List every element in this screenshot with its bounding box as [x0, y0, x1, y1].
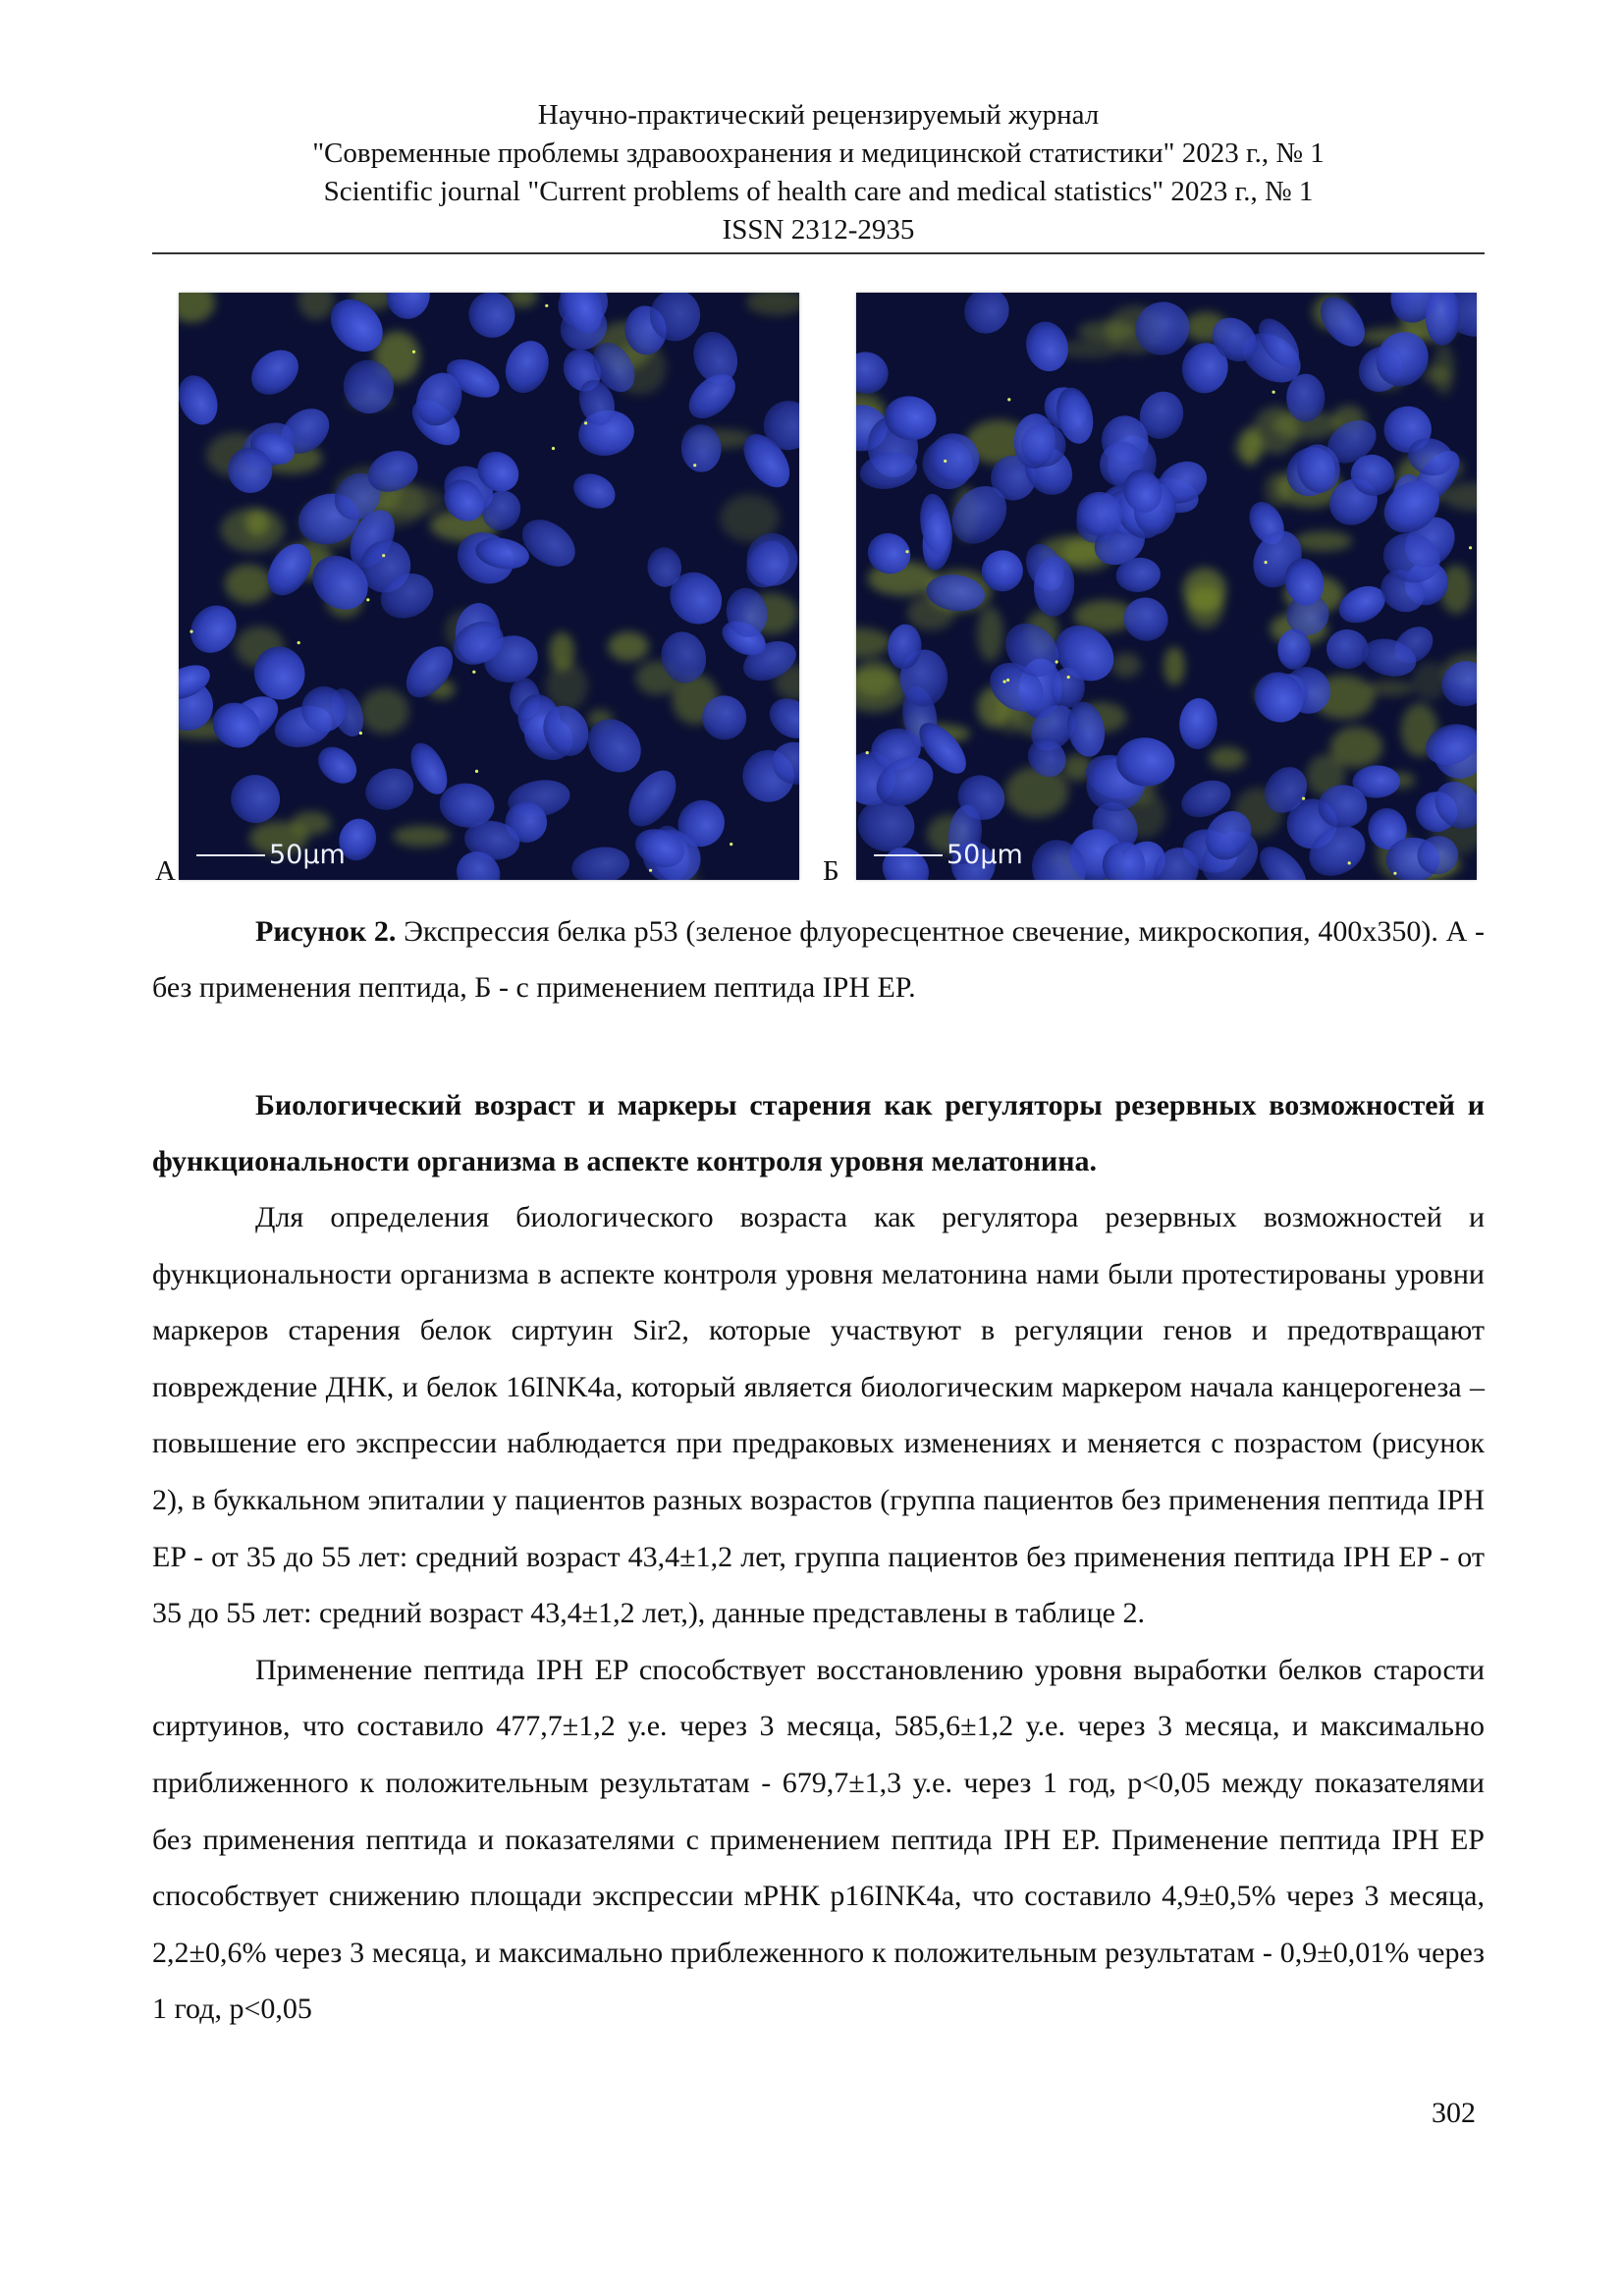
- figure-caption: [152, 903, 1485, 1015]
- scale-bar: [874, 854, 943, 856]
- paragraph-2: Применение пептида IPH EP способствует восстановлению уровня выработки белков старости сиртуинов, что составило 477,7±1,2 у.е. через 3 месяца, 585,6±1,2 у.е. через 3 месяца, и максимально приближенного к положительным результатам - 679,7±1,3 у.е. через 1 год, p<0,05 между показателями без применения пептида и показателями с применением пептида IPH EP. Применение пептида IPH EP способствует снижению площади экспрессии мРНК p16INK4a, что составило 4,9±0,5% через 3 месяца, 2,2±0,6% через 3 месяца, и максимально приблеженного к положительным результатам - 0,9±0,01% через 1 год, p<0,05: [152, 1653, 1485, 2026]
- page-number: 302: [1432, 2097, 1476, 2129]
- panel-letter-b: Б: [823, 855, 839, 887]
- micrograph-image-b: [856, 293, 1477, 880]
- journal-header: [152, 96, 1485, 249]
- panel-letter-a: А: [155, 855, 176, 887]
- micrograph-image-a: [179, 293, 799, 880]
- body-text: [152, 1189, 1485, 2038]
- micrograph-panel-b: [856, 293, 1477, 880]
- section-heading: Биологический возраст и маркеры старения как регуляторы резервных возможностей и функциональности организма в аспекте контроля уровня мелатонина.: [152, 1089, 1485, 1177]
- header-divider: [152, 252, 1485, 254]
- scale-label-a: 50μm: [269, 840, 346, 870]
- figure-caption-label: Рисунок 2.: [255, 915, 397, 948]
- figure-caption-text: Экспрессия белка p53 (зеленое флуоресцентное свечение, микроскопия, 400x350). А - без применения пептида, Б - с применением пептида IPH EP.: [152, 915, 1485, 1004]
- micrograph-panel-a: [179, 293, 799, 880]
- scale-label-b: 50μm: [947, 840, 1023, 870]
- journal-header-line-3: Scientific journal "Current problems of health care and medical statistics" 2023 г., № 1: [323, 176, 1314, 207]
- scale-bar: [196, 854, 265, 856]
- journal-header-line-2: "Современные проблемы здравоохранения и медицинской статистики" 2023 г., № 1: [312, 137, 1325, 169]
- paragraph-1: Для определения биологического возраста как регулятора резервных возможностей и функциональности организма в аспекте контроля уровня мелатонина нами были протестированы уровни маркеров старения белок сиртуин Sir2, которые участвуют в регуляции генов и предотвращают повреждение ДНК, и белок 16INK4a, который является биологическим маркером начала канцерогенеза – повышение его экспрессии наблюдается при предраковых изменениях и меняется с позрастом (рисунок 2), в буккальном эпиталии у пациентов разных возрастов (группа пациентов без применения пептида IPH EP - от 35 до 55 лет: средний возраст 43,4±1,2 лет, группа пациентов без применения пептида IPH EP - от 35 до 55 лет: средний возраст 43,4±1,2 лет,), данные представлены в таблице 2.: [152, 1201, 1485, 1630]
- journal-header-line-1: Научно-практический рецензируемый журнал: [537, 99, 1100, 131]
- journal-header-issn: ISSN 2312-2935: [722, 214, 915, 246]
